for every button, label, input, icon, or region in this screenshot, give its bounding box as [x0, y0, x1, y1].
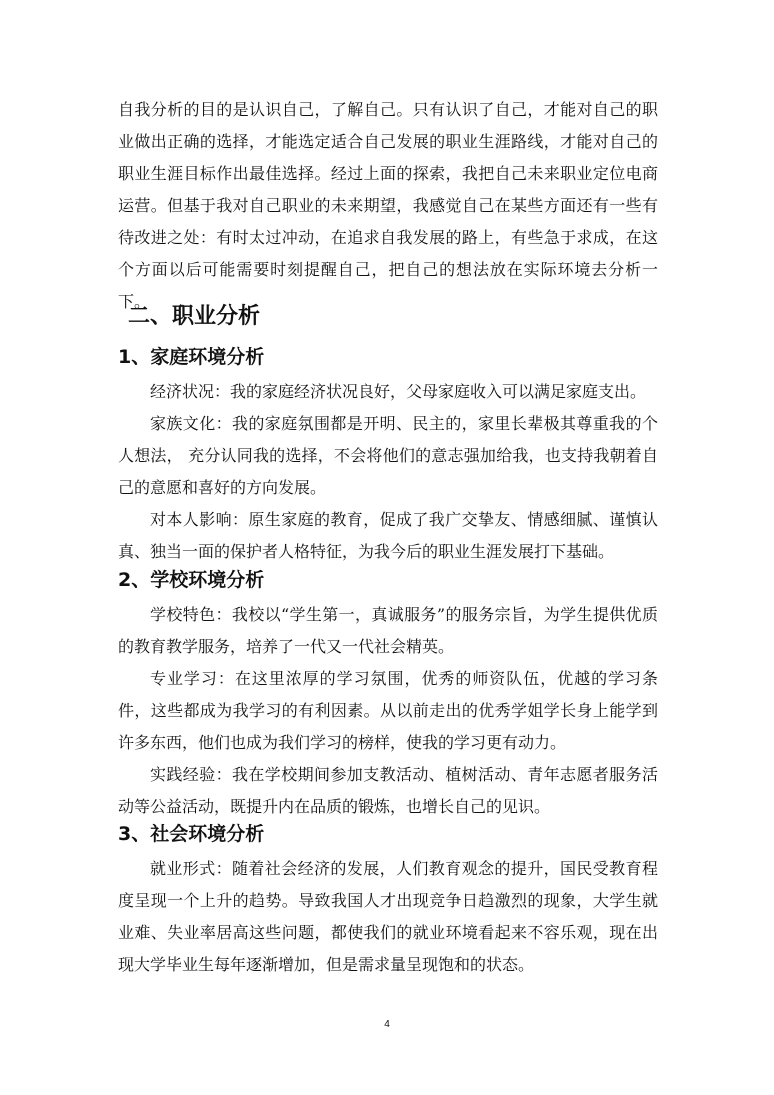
intro-section — [118, 94, 658, 318]
family-heading: 1、家庭环境分析 — [118, 346, 265, 368]
school-section — [118, 599, 658, 823]
school-features-paragraph: 学校特色：我校以“学生第一，真诚服务”的服务宗旨，为学生提供优质的教育教学服务，培养了一代又一代社会精英。 — [118, 605, 658, 656]
school-practice-paragraph: 实践经验：我在学校期间参加支教活动、植树活动、青年志愿者服务活动等公益活动，既提升内在品质的锻炼，也增长自己的见识。 — [118, 765, 658, 816]
society-heading: 3、社会环境分析 — [118, 823, 265, 845]
family-section — [118, 376, 658, 568]
page-number: 4 — [384, 1019, 390, 1030]
society-section — [118, 853, 658, 981]
intro-paragraph: 自我分析的目的是认识自己，了解自己。只有认识了自己，才能对自己的职业做出正确的选择，才能选定适合自己发展的职业生涯路线，才能对自己的职业生涯目标作出最佳选择。经过上面的探索，我把自己未来职业定位电商运营。但基于我对自己职业的未来期望，我感觉自己在某些方面还有一些有待改进之处：有时太过冲动，在追求自我发展的路上，有些急于求成，在这个方面以后可能需要时刻提醒自己，把自己的想法放在实际环境去分析一下。 — [118, 100, 658, 311]
society-employment-paragraph: 就业形式：随着社会经济的发展，人们教育观念的提升，国民受教育程度呈现一个上升的趋势。导致我国人才出现竞争日趋激烈的现象，大学生就业难、失业率居高这些问题，都使我们的就业环境看起来不容乐观，现在出现大学毕业生每年逐渐增加，但是需求量呈现饱和的状态。 — [118, 859, 658, 974]
school-heading: 2、学校环境分析 — [118, 569, 265, 591]
family-influence-paragraph: 对本人影响：原生家庭的教育，促成了我广交挚友、情感细腻、谨慎认真、独当一面的保护者人格特征，为我今后的职业生涯发展打下基础。 — [118, 510, 658, 561]
section-title: 二、职业分析 — [128, 304, 261, 329]
school-study-paragraph: 专业学习：在这里浓厚的学习氛围，优秀的师资队伍，优越的学习条件，这些都成为我学习的有利因素。从以前走出的优秀学姐学长身上能学到许多东西，他们也成为我们学习的榜样，使我的学习更有动力。 — [118, 669, 658, 752]
family-economy-paragraph: 经济状况：我的家庭经济状况良好，父母家庭收入可以满足家庭支出。 — [150, 382, 647, 401]
family-culture-paragraph: 家族文化：我的家庭氛围都是开明、民主的，家里长辈极其尊重我的个人想法， 充分认同我的选择，不会将他们的意志强加给我，也支持我朝着自己的意愿和喜好的方向发展。 — [118, 414, 658, 497]
